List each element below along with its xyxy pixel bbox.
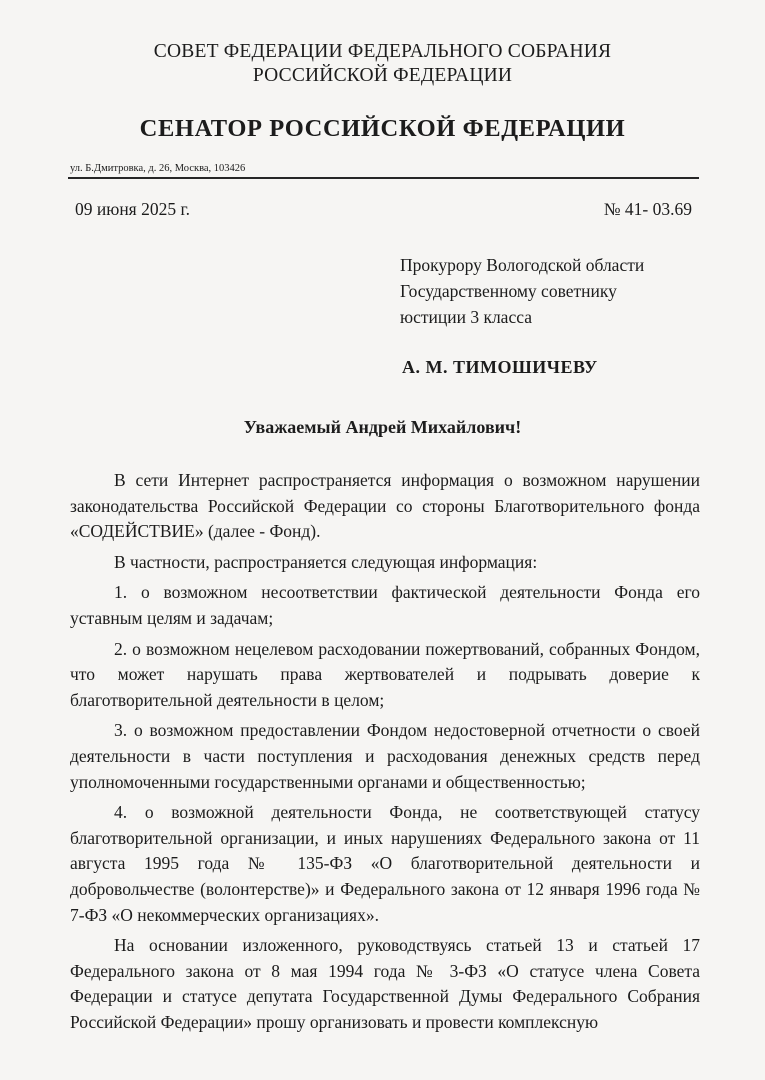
addressee-line-3: юстиции 3 класса <box>400 307 532 327</box>
document-title: СЕНАТОР РОССИЙСКОЙ ФЕДЕРАЦИИ <box>139 115 626 142</box>
paragraph-list-lead: В частности, распространяется следующая информация: <box>114 551 538 572</box>
letter-date: 09 июня 2025 г. <box>75 199 191 219</box>
organization-line-2: РОССИЙСКОЙ ФЕДЕРАЦИИ <box>252 65 513 86</box>
sender-address: ул. Б.Дмитровка, д. 26, Москва, 103426 <box>70 163 246 174</box>
letter-number: № 41- 03.69 <box>603 199 692 219</box>
list-item-4: 4. о возможной деятельности Фонда, не соответствующей статусу благотворительной организации, и иных нарушениях Федерального закона от 11 августа 1995 года № 135-ФЗ «О благотворительной деятельности и добровольчестве (волонтерстве)» и Федерального закона от 12 января 1996 года № 7-ФЗ «О некоммерческих организациях». <box>70 802 700 925</box>
list-item-3: 3. о возможном предоставлении Фондом недостоверной отчетности о своей деятельности в части поступления и расходования денежных средств перед уполномоченными государственными органами и общественностью; <box>70 720 700 792</box>
addressee-line-1: Прокурору Вологодской области <box>400 255 645 275</box>
list-item-2: 2. о возможном нецелевом расходовании пожертвований, собранных Фондом, что может нарушать права жертвователей и подрывать доверие к благотворительной деятельности в целом; <box>70 638 700 710</box>
paragraph-intro: В сети Интернет распространяется информация о возможном нарушении законодательства Российской Федерации со стороны Благотворительного фонда «СОДЕЙСТВИЕ» (далее - Фонд). <box>70 470 700 542</box>
addressee-line-2: Государственному советнику <box>400 281 617 301</box>
salutation: Уважаемый Андрей Михайлович! <box>243 417 522 437</box>
header-divider <box>68 177 699 179</box>
organization-line-1: СОВЕТ ФЕДЕРАЦИИ ФЕДЕРАЛЬНОГО СОБРАНИЯ <box>153 41 612 62</box>
paragraph-request: На основании изложенного, руководствуясь статьей 13 и статьей 17 Федерального закона от 8 мая 1994 года № 3-ФЗ «О статусе члена Совета Федерации и статусе депутата Государственной Думы Федерального Собрания Российской Федерации» прошу организовать и провести комплексную <box>70 935 700 1032</box>
list-item-1: 1. о возможном несоответствии фактической деятельности Фонда его уставным целям и задачам; <box>70 582 700 628</box>
organization-header <box>0 40 765 88</box>
addressee-name: А. М. ТИМОШИЧЕВУ <box>402 357 598 377</box>
letter-body <box>70 468 700 1040</box>
addressee-block <box>400 252 644 330</box>
